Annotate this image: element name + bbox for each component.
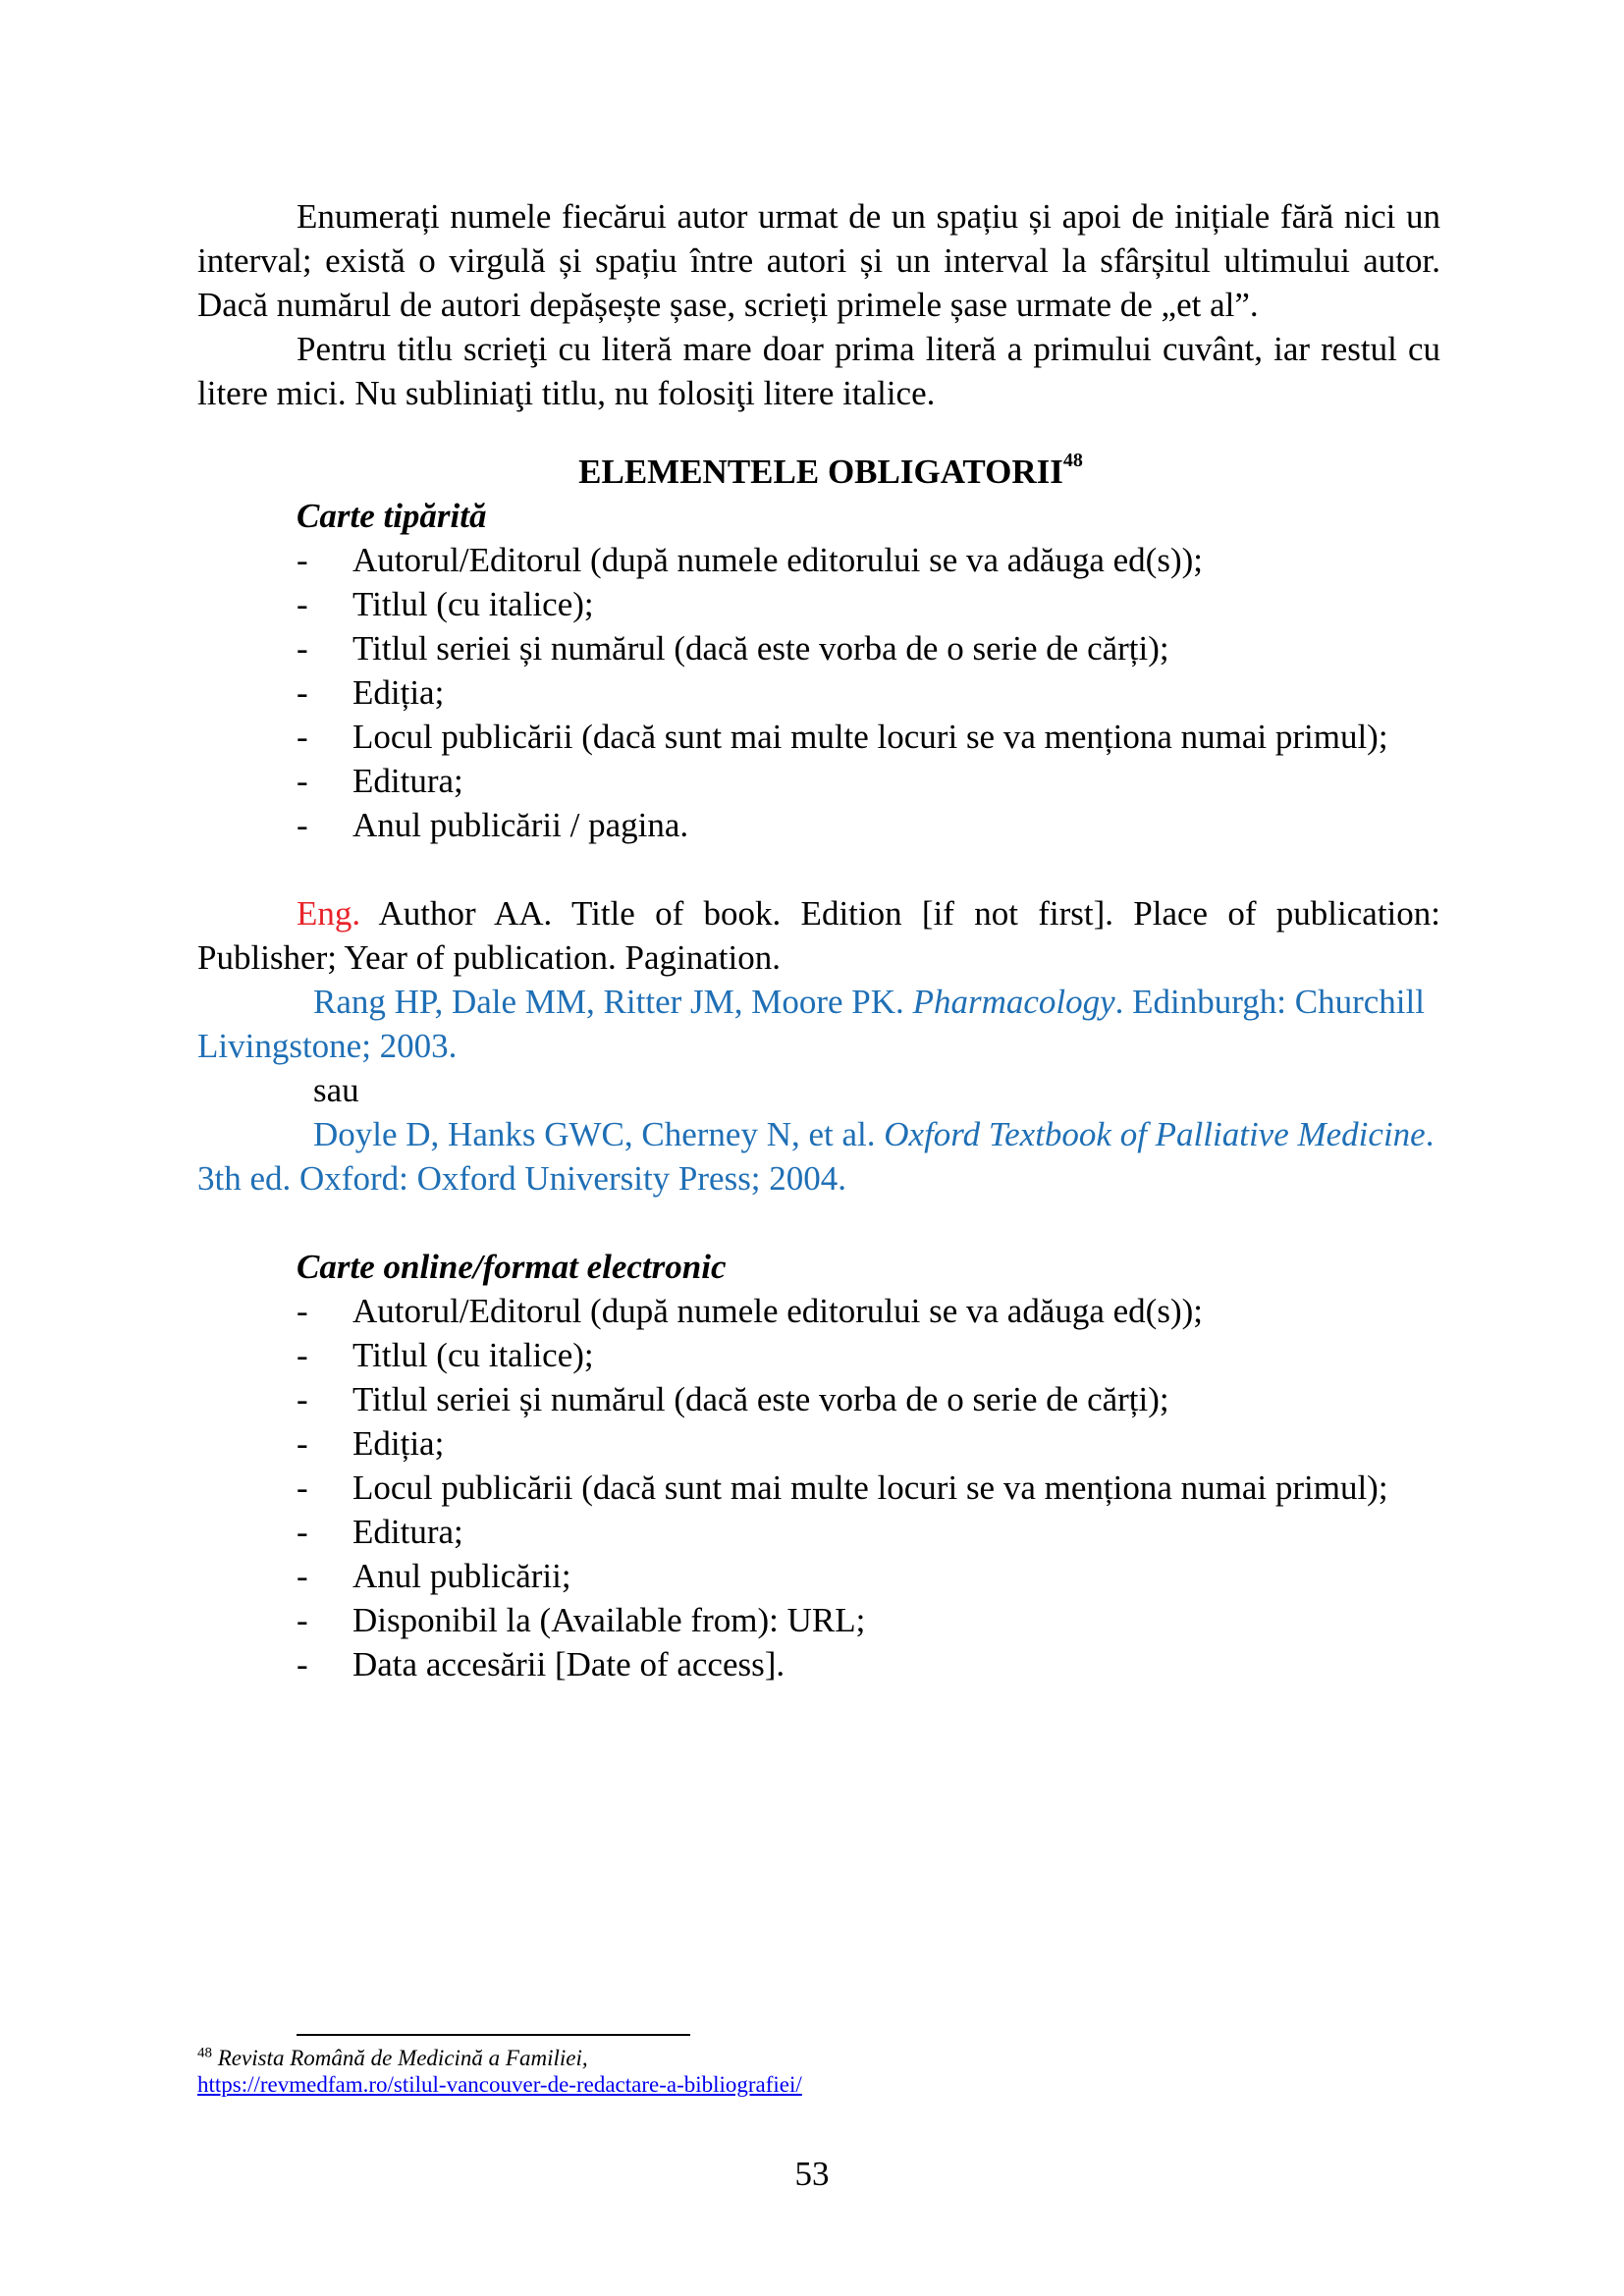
list-dash: - <box>297 806 308 844</box>
list-item <box>197 582 1440 626</box>
english-format-template <box>197 891 1440 980</box>
online-book-subheading: Carte online/format electronic <box>297 1248 727 1286</box>
intro-paragraph-authors: Enumerați numele fiecărui autor urmat de un spațiu și apoi de inițiale fără nici un interval; există o virgulă și spațiu între autori și un interval la sfârșitul ultimului autor. Dacă numărul de autori depășește șase, scrieți primele șase urmate de „et al”. <box>197 197 1440 324</box>
list-item <box>197 626 1440 670</box>
list-dash: - <box>297 1424 308 1463</box>
list-item-text: Anul publicării / pagina. <box>352 806 689 844</box>
footnote <box>197 2045 1440 2098</box>
english-label: Eng. <box>297 894 361 933</box>
list-item-text: Data accesării [Date of access]. <box>352 1645 785 1683</box>
intro-paragraph-title: Pentru titlu scrieţi cu literă mare doar prima literă a primului cuvânt, iar restul cu litere mici. Nu subliniaţi titlu, nu folosiţi litere italice. <box>197 330 1440 412</box>
list-dash: - <box>297 1380 308 1418</box>
footnote-link[interactable]: https://revmedfam.ro/stilul-vancouver-de-redactare-a-bibliografiei/ <box>197 2072 802 2097</box>
list-dash: - <box>297 585 308 623</box>
list-item-text: Titlul (cu italice); <box>352 585 594 623</box>
reference-authors: Rang HP, Dale MM, Ritter JM, Moore PK. <box>313 983 913 1021</box>
list-dash: - <box>297 1468 308 1507</box>
list-item-text: Editura; <box>352 1513 463 1551</box>
list-item-text: Disponibil la (Available from): URL; <box>352 1601 866 1639</box>
list-item-text: Autorul/Editorul (după numele editorului se va adăuga ed(s)); <box>352 1292 1203 1330</box>
list-dash: - <box>297 1292 308 1330</box>
list-item-text: Ediția; <box>352 673 445 712</box>
list-dash: - <box>297 1645 308 1683</box>
list-dash: - <box>297 1601 308 1639</box>
list-item <box>197 538 1440 582</box>
reference-example-palliative <box>197 1112 1440 1201</box>
list-item <box>197 1466 1440 1510</box>
section-heading-text: ELEMENTELE OBLIGATORII <box>578 453 1063 491</box>
list-item-text: Editura; <box>352 762 463 800</box>
printed-book-subheading: Carte tipărită <box>297 497 487 535</box>
list-item <box>197 670 1440 715</box>
list-item-text: Autorul/Editorul (după numele editorului se va adăuga ed(s)); <box>352 541 1203 579</box>
list-dash: - <box>297 541 308 579</box>
list-dash: - <box>297 673 308 712</box>
list-item <box>197 1289 1440 1333</box>
footnote-link-line <box>197 2071 1440 2098</box>
list-item <box>197 1510 1440 1554</box>
list-item <box>197 1421 1440 1466</box>
reference-title: Pharmacology <box>912 983 1115 1021</box>
reference-title: Oxford Textbook of Palliative Medicine <box>884 1115 1426 1153</box>
reference-authors: Doyle D, Hanks GWC, Cherney N, et al. <box>313 1115 885 1153</box>
list-dash: - <box>297 1557 308 1595</box>
or-separator: sau <box>313 1071 359 1109</box>
list-item <box>197 1642 1440 1686</box>
list-dash: - <box>297 1336 308 1374</box>
list-item-text: Ediția; <box>352 1424 445 1463</box>
reference-publication: . 3th ed. Oxford: Oxford University Press; 2004. <box>197 1115 1435 1198</box>
list-item <box>197 759 1440 803</box>
section-heading <box>197 450 1440 494</box>
list-item-text: Locul publicării (dacă sunt mai multe locuri se va menționa numai primul); <box>352 718 1388 756</box>
footnote-separator <box>297 2034 690 2036</box>
page-number: 53 <box>794 2155 830 2193</box>
list-item-text: Titlul seriei și numărul (dacă este vorba de o serie de cărți); <box>352 629 1169 667</box>
reference-publication: . Edinburgh: Churchill Livingstone; 2003. <box>197 983 1425 1065</box>
spacer <box>197 1201 1440 1245</box>
footnote-reference[interactable]: 48 <box>1062 450 1083 472</box>
list-item-text: Titlul (cu italice); <box>352 1336 594 1374</box>
list-dash: - <box>297 718 308 756</box>
spacer <box>197 847 1440 891</box>
english-template-text: Author AA. Title of book. Edition [if not first]. Place of publication: Publisher; Year of publication. Pagination. <box>197 894 1440 977</box>
list-item <box>197 803 1440 847</box>
online-book-elements-list <box>197 1289 1440 1686</box>
footnote-source-line <box>197 2045 1440 2071</box>
footnote-number: 48 <box>197 2045 212 2061</box>
list-item <box>197 1598 1440 1642</box>
list-item-text: Titlul seriei și numărul (dacă este vorba de o serie de cărți); <box>352 1380 1169 1418</box>
reference-example-pharmacology <box>197 980 1440 1068</box>
list-item <box>197 715 1440 759</box>
list-item <box>197 1377 1440 1421</box>
page-content <box>197 194 1440 1686</box>
footnote-source: Revista Română de Medicină a Familiei, <box>217 2046 588 2070</box>
list-item <box>197 1333 1440 1377</box>
list-item-text: Anul publicării; <box>352 1557 571 1595</box>
list-item <box>197 1554 1440 1598</box>
list-dash: - <box>297 1513 308 1551</box>
printed-book-elements-list <box>197 538 1440 847</box>
list-item-text: Locul publicării (dacă sunt mai multe locuri se va menționa numai primul); <box>352 1468 1388 1507</box>
list-dash: - <box>297 762 308 800</box>
list-dash: - <box>297 629 308 667</box>
